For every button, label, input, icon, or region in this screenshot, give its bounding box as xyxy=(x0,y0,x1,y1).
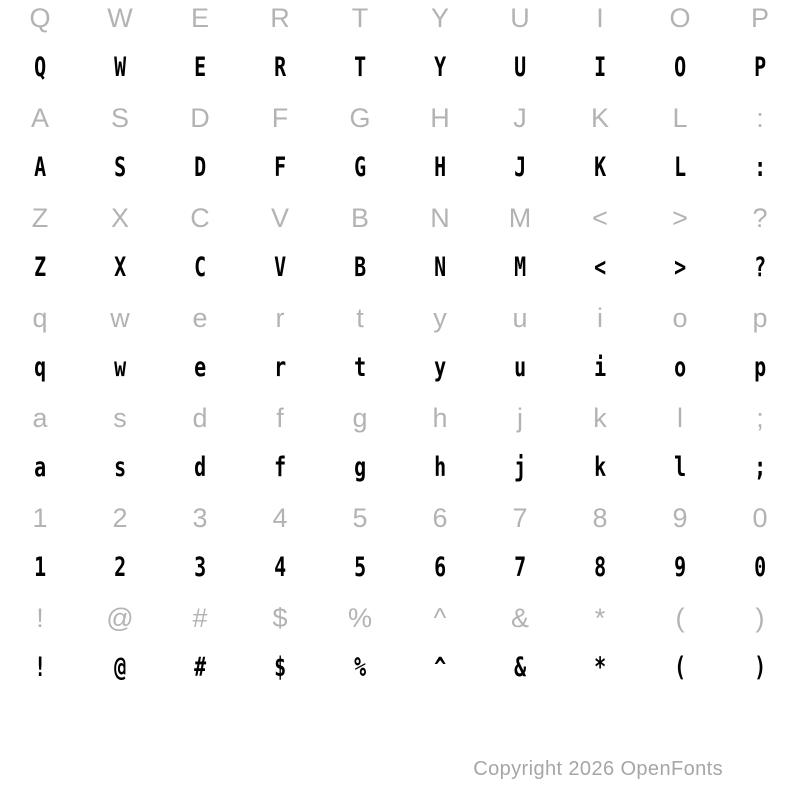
glyph-cell xyxy=(160,0,240,43)
reference-glyph: d xyxy=(192,403,208,433)
sample-glyph: > xyxy=(673,252,687,283)
specimen-row-reference xyxy=(0,393,800,443)
glyph-cell xyxy=(560,543,640,593)
sample-glyph: y xyxy=(433,352,447,383)
sample-glyph: ( xyxy=(673,652,687,683)
glyph-cell xyxy=(80,593,160,643)
glyph-cell xyxy=(0,243,80,293)
glyph-cell xyxy=(320,643,400,693)
glyph-cell xyxy=(320,343,400,393)
glyph-cell xyxy=(480,43,560,93)
glyph-cell xyxy=(480,243,560,293)
glyph-cell xyxy=(400,493,480,543)
glyph-cell xyxy=(80,93,160,143)
reference-glyph: S xyxy=(110,103,129,133)
sample-glyph: G xyxy=(353,152,367,183)
reference-glyph: V xyxy=(270,203,289,233)
glyph-cell xyxy=(0,543,80,593)
sample-glyph: W xyxy=(113,52,127,83)
sample-glyph: o xyxy=(673,352,687,383)
reference-glyph: F xyxy=(271,103,289,133)
glyph-cell xyxy=(480,343,560,393)
reference-glyph: ! xyxy=(36,603,44,633)
glyph-cell xyxy=(240,43,320,93)
sample-glyph: 8 xyxy=(593,552,607,583)
glyph-cell xyxy=(240,93,320,143)
glyph-cell xyxy=(560,643,640,693)
glyph-cell xyxy=(240,643,320,693)
reference-glyph: 8 xyxy=(592,503,608,533)
reference-glyph: e xyxy=(192,303,208,333)
reference-glyph: O xyxy=(669,3,691,33)
glyph-cell xyxy=(0,43,80,93)
glyph-cell xyxy=(0,193,80,243)
reference-glyph: ) xyxy=(755,603,765,633)
glyph-cell xyxy=(80,443,160,493)
reference-glyph: ^ xyxy=(433,603,447,633)
glyph-cell xyxy=(0,393,80,443)
glyph-cell xyxy=(560,193,640,243)
reference-glyph: ; xyxy=(756,403,764,433)
glyph-cell xyxy=(400,193,480,243)
glyph-cell xyxy=(80,543,160,593)
glyph-cell xyxy=(720,443,800,493)
glyph-cell xyxy=(0,643,80,693)
glyph-cell xyxy=(240,593,320,643)
specimen-row-reference xyxy=(0,293,800,343)
reference-glyph: h xyxy=(432,403,448,433)
glyph-cell xyxy=(720,93,800,143)
glyph-cell xyxy=(480,293,560,343)
reference-glyph: M xyxy=(508,203,532,233)
glyph-cell xyxy=(320,193,400,243)
glyph-cell xyxy=(80,343,160,393)
glyph-cell xyxy=(400,43,480,93)
glyph-cell xyxy=(560,343,640,393)
reference-glyph: Z xyxy=(31,203,49,233)
glyph-cell xyxy=(160,143,240,193)
sample-glyph: 2 xyxy=(113,552,127,583)
glyph-cell xyxy=(160,43,240,93)
glyph-cell xyxy=(320,493,400,543)
glyph-cell xyxy=(400,643,480,693)
reference-glyph: j xyxy=(517,403,523,433)
glyph-cell xyxy=(320,243,400,293)
glyph-cell xyxy=(720,143,800,193)
reference-glyph: f xyxy=(276,403,284,433)
glyph-cell xyxy=(720,243,800,293)
sample-glyph: 4 xyxy=(273,552,287,583)
glyph-cell xyxy=(160,393,240,443)
sample-glyph: L xyxy=(673,152,687,183)
sample-glyph: K xyxy=(593,152,607,183)
glyph-cell xyxy=(640,343,720,393)
glyph-cell xyxy=(480,493,560,543)
reference-glyph: : xyxy=(756,103,764,133)
glyph-cell xyxy=(560,143,640,193)
glyph-cell xyxy=(160,243,240,293)
glyph-cell xyxy=(720,393,800,443)
glyph-cell xyxy=(640,643,720,693)
glyph-cell xyxy=(400,143,480,193)
glyph-cell xyxy=(720,43,800,93)
reference-glyph: s xyxy=(113,403,127,433)
glyph-cell xyxy=(640,293,720,343)
reference-glyph: k xyxy=(593,403,607,433)
sample-glyph: ^ xyxy=(433,652,447,683)
glyph-cell xyxy=(480,143,560,193)
sample-glyph: ; xyxy=(753,452,767,483)
specimen-row-sample xyxy=(0,43,800,93)
reference-glyph: o xyxy=(672,303,688,333)
reference-glyph: 0 xyxy=(752,503,768,533)
sample-glyph: d xyxy=(193,452,207,483)
glyph-cell xyxy=(0,0,80,43)
sample-glyph: 7 xyxy=(513,552,527,583)
reference-glyph: w xyxy=(110,303,130,333)
sample-glyph: O xyxy=(673,52,687,83)
specimen-row-sample xyxy=(0,443,800,493)
sample-glyph: : xyxy=(753,152,767,183)
sample-glyph: 3 xyxy=(193,552,207,583)
specimen-row-sample xyxy=(0,643,800,693)
reference-glyph: 3 xyxy=(192,503,208,533)
glyph-cell xyxy=(400,543,480,593)
glyph-cell xyxy=(400,93,480,143)
reference-glyph: y xyxy=(433,303,447,333)
glyph-cell xyxy=(240,293,320,343)
reference-glyph: N xyxy=(430,203,450,233)
specimen-row-reference xyxy=(0,93,800,143)
reference-glyph: & xyxy=(510,603,529,633)
sample-glyph: D xyxy=(193,152,207,183)
sample-glyph: A xyxy=(33,152,47,183)
sample-glyph: * xyxy=(593,652,607,683)
copyright-text: Copyright 2026 OpenFonts xyxy=(473,758,723,780)
glyph-cell xyxy=(480,93,560,143)
glyph-cell xyxy=(560,393,640,443)
reference-glyph: @ xyxy=(106,603,134,633)
glyph-cell xyxy=(320,143,400,193)
reference-glyph: 1 xyxy=(32,503,48,533)
reference-glyph: K xyxy=(590,103,609,133)
sample-glyph: 1 xyxy=(33,552,47,583)
glyph-cell xyxy=(0,593,80,643)
sample-glyph: U xyxy=(513,52,527,83)
sample-glyph: P xyxy=(753,52,767,83)
reference-glyph: Y xyxy=(430,3,449,33)
reference-glyph: % xyxy=(347,603,372,633)
sample-glyph: F xyxy=(273,152,287,183)
sample-glyph: N xyxy=(433,252,447,283)
reference-glyph: I xyxy=(596,3,604,33)
reference-glyph: J xyxy=(513,103,527,133)
sample-glyph: & xyxy=(513,652,527,683)
reference-glyph: X xyxy=(110,203,129,233)
glyph-cell xyxy=(480,0,560,43)
glyph-cell xyxy=(320,43,400,93)
reference-glyph: 2 xyxy=(112,503,128,533)
reference-glyph: R xyxy=(270,3,290,33)
sample-glyph: @ xyxy=(113,652,127,683)
reference-glyph: r xyxy=(275,303,285,333)
glyph-cell xyxy=(400,0,480,43)
reference-glyph: > xyxy=(672,203,688,233)
sample-glyph: h xyxy=(433,452,447,483)
sample-glyph: i xyxy=(593,352,607,383)
reference-glyph: ( xyxy=(675,603,685,633)
sample-glyph: 6 xyxy=(433,552,447,583)
glyph-cell xyxy=(320,0,400,43)
reference-glyph: i xyxy=(597,303,603,333)
specimen-row-sample xyxy=(0,143,800,193)
reference-glyph: g xyxy=(352,403,368,433)
glyph-cell xyxy=(560,93,640,143)
sample-glyph: I xyxy=(593,52,607,83)
sample-glyph: r xyxy=(273,352,287,383)
glyph-cell xyxy=(560,593,640,643)
glyph-cell xyxy=(80,0,160,43)
reference-glyph: # xyxy=(192,603,208,633)
glyph-cell xyxy=(400,243,480,293)
glyph-cell xyxy=(720,543,800,593)
glyph-cell xyxy=(160,343,240,393)
glyph-cell xyxy=(80,293,160,343)
glyph-cell xyxy=(320,543,400,593)
sample-glyph: X xyxy=(113,252,127,283)
reference-glyph: U xyxy=(510,3,530,33)
glyph-cell xyxy=(400,443,480,493)
specimen-row-reference xyxy=(0,193,800,243)
glyph-cell xyxy=(640,0,720,43)
specimen-row-reference xyxy=(0,593,800,643)
sample-glyph: $ xyxy=(273,652,287,683)
glyph-cell xyxy=(80,643,160,693)
glyph-cell xyxy=(320,293,400,343)
specimen-row-sample xyxy=(0,543,800,593)
sample-glyph: t xyxy=(353,352,367,383)
glyph-cell xyxy=(560,293,640,343)
glyph-cell xyxy=(240,393,320,443)
glyph-cell xyxy=(80,493,160,543)
glyph-cell xyxy=(80,243,160,293)
reference-glyph: 7 xyxy=(512,503,528,533)
glyph-cell xyxy=(720,593,800,643)
glyph-cell xyxy=(0,443,80,493)
reference-glyph: E xyxy=(190,3,209,33)
reference-glyph: $ xyxy=(272,603,288,633)
sample-glyph: 0 xyxy=(753,552,767,583)
sample-glyph: Y xyxy=(433,52,447,83)
reference-glyph: a xyxy=(32,403,48,433)
glyph-cell xyxy=(160,193,240,243)
sample-glyph: V xyxy=(273,252,287,283)
glyph-cell xyxy=(0,293,80,343)
glyph-cell xyxy=(240,0,320,43)
glyph-cell xyxy=(480,193,560,243)
sample-glyph: C xyxy=(193,252,207,283)
reference-glyph: C xyxy=(190,203,210,233)
glyph-cell xyxy=(640,393,720,443)
glyph-cell xyxy=(640,93,720,143)
glyph-cell xyxy=(720,293,800,343)
glyph-cell xyxy=(240,243,320,293)
sample-glyph: w xyxy=(113,352,127,383)
glyph-cell xyxy=(560,443,640,493)
reference-glyph: l xyxy=(677,403,683,433)
glyph-cell xyxy=(240,443,320,493)
glyph-cell xyxy=(640,193,720,243)
reference-glyph: 6 xyxy=(432,503,448,533)
sample-glyph: 9 xyxy=(673,552,687,583)
sample-glyph: B xyxy=(353,252,367,283)
sample-glyph: k xyxy=(593,452,607,483)
sample-glyph: T xyxy=(353,52,367,83)
glyph-cell xyxy=(160,493,240,543)
reference-glyph: W xyxy=(107,3,133,33)
reference-glyph: Q xyxy=(29,3,51,33)
reference-glyph: p xyxy=(752,303,768,333)
glyph-cell xyxy=(400,393,480,443)
glyph-cell xyxy=(0,143,80,193)
sample-glyph: f xyxy=(273,452,287,483)
reference-glyph: 5 xyxy=(352,503,368,533)
glyph-cell xyxy=(0,343,80,393)
glyph-cell xyxy=(720,193,800,243)
specimen-row-reference xyxy=(0,0,800,43)
reference-glyph: < xyxy=(592,203,608,233)
glyph-cell xyxy=(720,643,800,693)
glyph-cell xyxy=(640,443,720,493)
sample-glyph: q xyxy=(33,352,47,383)
glyph-cell xyxy=(480,393,560,443)
reference-glyph: ? xyxy=(752,203,768,233)
glyph-cell xyxy=(640,493,720,543)
glyph-cell xyxy=(400,593,480,643)
glyph-cell xyxy=(720,0,800,43)
glyph-cell xyxy=(560,493,640,543)
glyph-cell xyxy=(320,393,400,443)
reference-glyph: t xyxy=(356,303,364,333)
sample-glyph: 5 xyxy=(353,552,367,583)
specimen-row-reference xyxy=(0,493,800,543)
sample-glyph: ! xyxy=(33,652,47,683)
glyph-cell xyxy=(400,293,480,343)
glyph-cell xyxy=(560,0,640,43)
reference-glyph: G xyxy=(349,103,371,133)
reference-glyph: T xyxy=(351,3,369,33)
reference-glyph: q xyxy=(32,303,48,333)
glyph-cell xyxy=(640,543,720,593)
sample-glyph: ) xyxy=(753,652,767,683)
sample-glyph: l xyxy=(673,452,687,483)
sample-glyph: g xyxy=(353,452,367,483)
glyph-cell xyxy=(160,93,240,143)
glyph-cell xyxy=(160,593,240,643)
sample-glyph: Q xyxy=(33,52,47,83)
glyph-cell xyxy=(240,143,320,193)
sample-glyph: % xyxy=(353,652,367,683)
sample-glyph: a xyxy=(33,452,47,483)
reference-glyph: P xyxy=(750,3,769,33)
glyph-cell xyxy=(0,493,80,543)
glyph-cell xyxy=(720,493,800,543)
glyph-cell xyxy=(720,343,800,393)
reference-glyph: H xyxy=(430,103,450,133)
glyph-cell xyxy=(560,43,640,93)
specimen-row-sample xyxy=(0,343,800,393)
glyph-cell xyxy=(320,443,400,493)
glyph-cell xyxy=(480,643,560,693)
glyph-cell xyxy=(80,143,160,193)
reference-glyph: u xyxy=(512,303,528,333)
glyph-cell xyxy=(320,593,400,643)
glyph-cell xyxy=(560,243,640,293)
glyph-cell xyxy=(80,43,160,93)
glyph-cell xyxy=(480,543,560,593)
sample-glyph: e xyxy=(193,352,207,383)
glyph-cell xyxy=(640,593,720,643)
sample-glyph: ? xyxy=(753,252,767,283)
sample-glyph: R xyxy=(273,52,287,83)
glyph-cell xyxy=(480,593,560,643)
sample-glyph: H xyxy=(433,152,447,183)
reference-glyph: D xyxy=(190,103,210,133)
reference-glyph: * xyxy=(594,603,606,633)
glyph-cell xyxy=(80,193,160,243)
glyph-cell xyxy=(240,493,320,543)
glyph-cell xyxy=(240,343,320,393)
reference-glyph: 4 xyxy=(272,503,288,533)
specimen-row-sample xyxy=(0,243,800,293)
glyph-cell xyxy=(640,143,720,193)
sample-glyph: < xyxy=(593,252,607,283)
glyph-cell xyxy=(0,93,80,143)
sample-glyph: s xyxy=(113,452,127,483)
reference-glyph: B xyxy=(350,203,369,233)
glyph-cell xyxy=(160,543,240,593)
glyph-cell xyxy=(80,393,160,443)
glyph-cell xyxy=(160,293,240,343)
sample-glyph: p xyxy=(753,352,767,383)
reference-glyph: L xyxy=(672,103,688,133)
glyph-cell xyxy=(160,443,240,493)
sample-glyph: Z xyxy=(33,252,47,283)
glyph-cell xyxy=(640,243,720,293)
sample-glyph: u xyxy=(513,352,527,383)
glyph-cell xyxy=(240,193,320,243)
glyph-cell xyxy=(640,43,720,93)
sample-glyph: E xyxy=(193,52,207,83)
sample-glyph: M xyxy=(513,252,527,283)
sample-glyph: j xyxy=(513,452,527,483)
glyph-cell xyxy=(400,343,480,393)
glyph-cell xyxy=(240,543,320,593)
reference-glyph: 9 xyxy=(672,503,688,533)
glyph-cell xyxy=(160,643,240,693)
reference-glyph: A xyxy=(30,103,49,133)
sample-glyph: J xyxy=(513,152,527,183)
sample-glyph: # xyxy=(193,652,207,683)
sample-glyph: S xyxy=(113,152,127,183)
glyph-cell xyxy=(320,93,400,143)
glyph-cell xyxy=(480,443,560,493)
